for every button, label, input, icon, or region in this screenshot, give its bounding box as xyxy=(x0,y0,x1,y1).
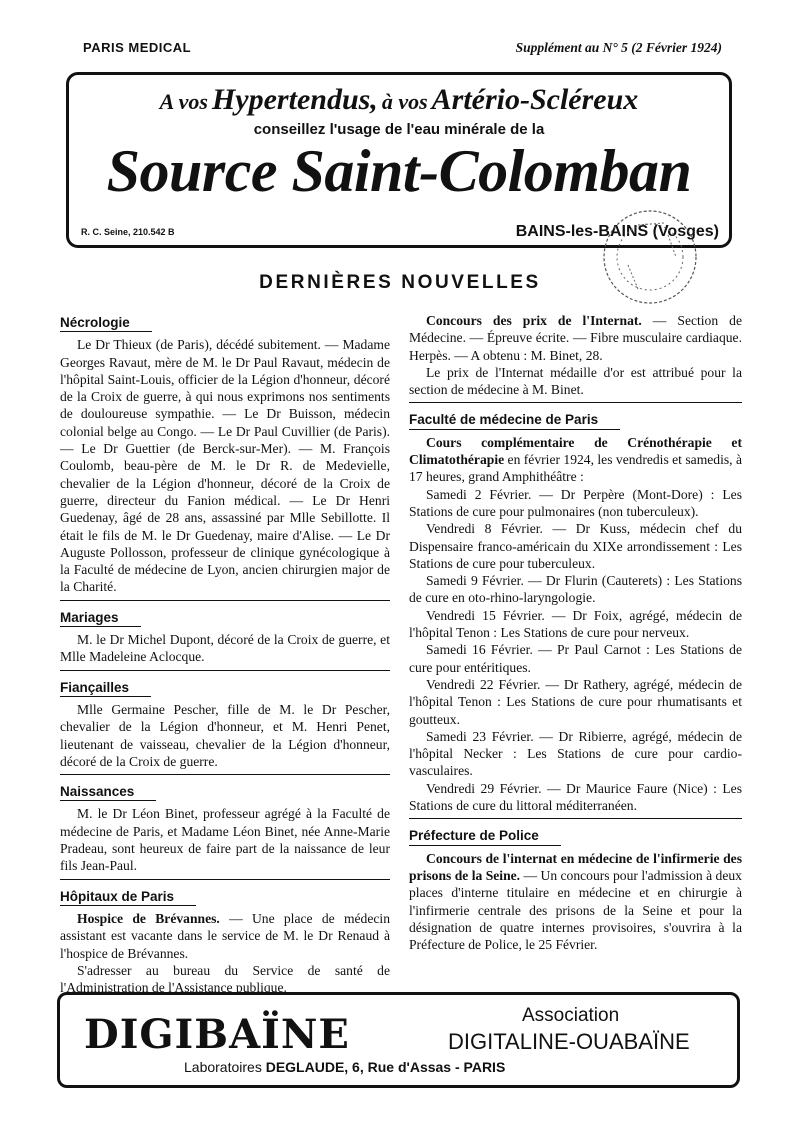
lead-hopitaux: Hospice de Brévannes. xyxy=(77,910,220,926)
course-item: Vendredi 8 Février. — Dr Kuss, médecin chef du Dispensaire franco-américain du XIXe arrondissement : Les Stations de cure pour tuberculeux. xyxy=(409,521,742,571)
text-prefecture xyxy=(409,850,742,954)
body-prefecture: — Un concours pour l'admission à deux places d'interne titulaire en médecine et en chirurgie à l'infirmerie centrale des prisons de la Seine et pour la désignation de quatre internes provisoires, s'ouvrira à la Préfecture de Police, le 25 Février. xyxy=(409,867,742,953)
text-naissances: M. le Dr Léon Binet, professeur agrégé à la Faculté de médecine de Paris, et Madame Léon Binet, née Anne-Marie Pradeau, sont heureux de faire part de la naissance de leur fils Jean-Paul. xyxy=(60,806,390,874)
ad-bottom-lab-prefix: Laboratoires xyxy=(184,1059,262,1075)
ad-bottom-lab-address: DEGLAUDE, 6, Rue d'Assas - PARIS xyxy=(265,1059,506,1075)
course-item: Samedi 16 Février. — Pr Paul Carnot : Les Stations de cure pour entéritiques. xyxy=(409,642,742,675)
divider xyxy=(60,600,390,601)
course-item: Samedi 2 Février. — Dr Perpère (Mont-Dore) : Les Stations de cure pour pulmonaires (non tuberculeux). xyxy=(409,486,742,519)
heading-mariages: Mariages xyxy=(60,609,141,627)
divider xyxy=(60,879,390,880)
ad-top-headline xyxy=(69,83,729,117)
right-column xyxy=(409,312,742,953)
text-necrologie: Le Dr Thieux (de Paris), décédé subitement. — Madame Georges Ravaut, mère de M. le Dr Paul Ravaut, médecin de l'hôpital Saint-Louis, officier de la Légion d'honneur, décoré de la Croix de guerre, à qui nous exprimons nos sentiments de douloureuse sympathie. — Le Dr Buisson, médecin colonial belge au Congo. — Le Dr Paul Cuvillier (de Paris). — Le Dr Guettier (de Berck-sur-Mer). — M. François Coulomb, beau-père de M. le Dr R. de Medevielle, chevalier de la Légion d'honneur, décoré de la Croix de guerre, directeur du Fanion médical. — Le Dr Henri Guedenay, âgé de 28 ans, assassiné par Mlle Sebillotte. Il était le fils de M. le Dr Guedenay, maire d'Alise. — Le Dr Auguste Pollosson, professeur de clinique gynécologique à la Faculté de médecine de Lyon, ancien chirurgien major de la Charité. xyxy=(60,337,390,595)
lead-concours: Concours des prix de l'Internat. xyxy=(426,313,642,328)
ad-bottom-association: Association xyxy=(522,1005,620,1026)
ad-top-location: BAINS-les-BAINS (Vosges) xyxy=(515,223,719,240)
divider xyxy=(60,774,390,775)
heading-hopitaux: Hôpitaux de Paris xyxy=(60,888,196,906)
divider xyxy=(409,818,742,819)
section-title: DERNIÈRES NOUVELLES xyxy=(259,272,541,293)
course-item: Vendredi 15 Février. — Dr Foix, agrégé, médecin de l'hôpital Tenon : Les Stations de cure pour nerveux. xyxy=(409,607,742,641)
course-item: Vendredi 22 Février. — Dr Rathery, agrégé, médecin de l'hôpital Tenon : Les Stations de cure pour rhumatisants et goutteux. xyxy=(409,676,742,727)
ad-top-headline-a: A vos xyxy=(159,89,208,114)
ad-top-brand: Source Saint-Colomban xyxy=(106,138,692,204)
ad-top-subline: conseillez l'usage de l'eau minérale de la xyxy=(253,121,545,138)
lead-prefecture: Concours de l'internat en médecine de l'infirmerie des prisons de la Seine. xyxy=(409,850,742,883)
text-fiancailles: Mlle Germaine Pescher, fille de M. le Dr Pescher, chevalier de la Légion d'honneur, et M. Henri Penet, lieutenant de vaisseau, chevalier de la Légion d'honneur, décoré de la Croix de guerre. xyxy=(60,701,390,769)
running-header-journal: PARIS MEDICAL xyxy=(83,40,192,55)
body-hopitaux: — Une place de médecin assistant est vacante dans le service de M. le Dr Renaud à l'hospice de Brévannes. xyxy=(60,910,390,961)
heading-prefecture: Préfecture de Police xyxy=(409,827,561,845)
ad-top-headline-b: Hypertendus, xyxy=(211,83,378,116)
lead-faculte: Cours complémentaire de Crénothérapie et Climatothérapie xyxy=(409,434,742,468)
course-item: Vendredi 29 Février. — Dr Maurice Faure (Nice) : Les Stations de cure du littoral méditerranéen. xyxy=(409,780,742,814)
heading-fiancailles: Fiançailles xyxy=(60,679,151,697)
text-concours-2: Le prix de l'Internat médaille d'or est attribué pour la section de médecine à M. Binet. xyxy=(409,364,742,398)
text-concours xyxy=(409,312,742,364)
ad-bottom-brand: DIGIBAÏNE xyxy=(84,1011,350,1058)
body-faculte: en février 1924, les vendredis et samedis, à 17 heures, grand Amphithéâtre : xyxy=(409,452,742,485)
heading-necrologie: Nécrologie xyxy=(60,314,152,332)
advertisement-digibaine xyxy=(57,992,740,1088)
ad-bottom-product: DIGITALINE-OUABAÏNE xyxy=(448,1029,690,1054)
ad-bottom-laboratory xyxy=(184,1059,505,1075)
text-hopitaux-2: S'adresser au bureau du Service de santé de l'Administration de l'Assistance publique. xyxy=(60,962,390,996)
ad-top-headline-c: à vos xyxy=(381,89,428,114)
running-header-issue: Supplément au N° 5 (2 Février 1924) xyxy=(515,40,722,55)
left-column xyxy=(60,312,390,996)
course-item: Samedi 23 Février. — Dr Ribierre, agrégé, médecin de l'hôpital Necker : Les Stations de cure pour cardio-vasculaires. xyxy=(409,728,742,779)
course-item: Samedi 9 Février. — Dr Flurin (Cauterets) : Les Stations de cure en oto-rhino-laryngologie. xyxy=(409,573,742,606)
ad-top-registration: R. C. Seine, 210.542 B xyxy=(81,227,175,237)
text-faculte-intro xyxy=(409,434,742,486)
body-concours: — Section de Médecine. — Épreuve écrite. — Fibre musculaire cardiaque. Herpès. — A obtenu : M. Binet, 28. xyxy=(409,313,742,363)
divider xyxy=(409,402,742,403)
ad-top-headline-d: Artério-Scléreux xyxy=(431,83,639,116)
text-mariages: M. le Dr Michel Dupont, décoré de la Croix de guerre, et Mlle Madeleine Aclocque. xyxy=(60,632,390,665)
divider xyxy=(60,670,390,671)
heading-faculte: Faculté de médecine de Paris xyxy=(409,411,620,429)
text-hopitaux xyxy=(60,910,390,962)
heading-naissances: Naissances xyxy=(60,783,156,801)
